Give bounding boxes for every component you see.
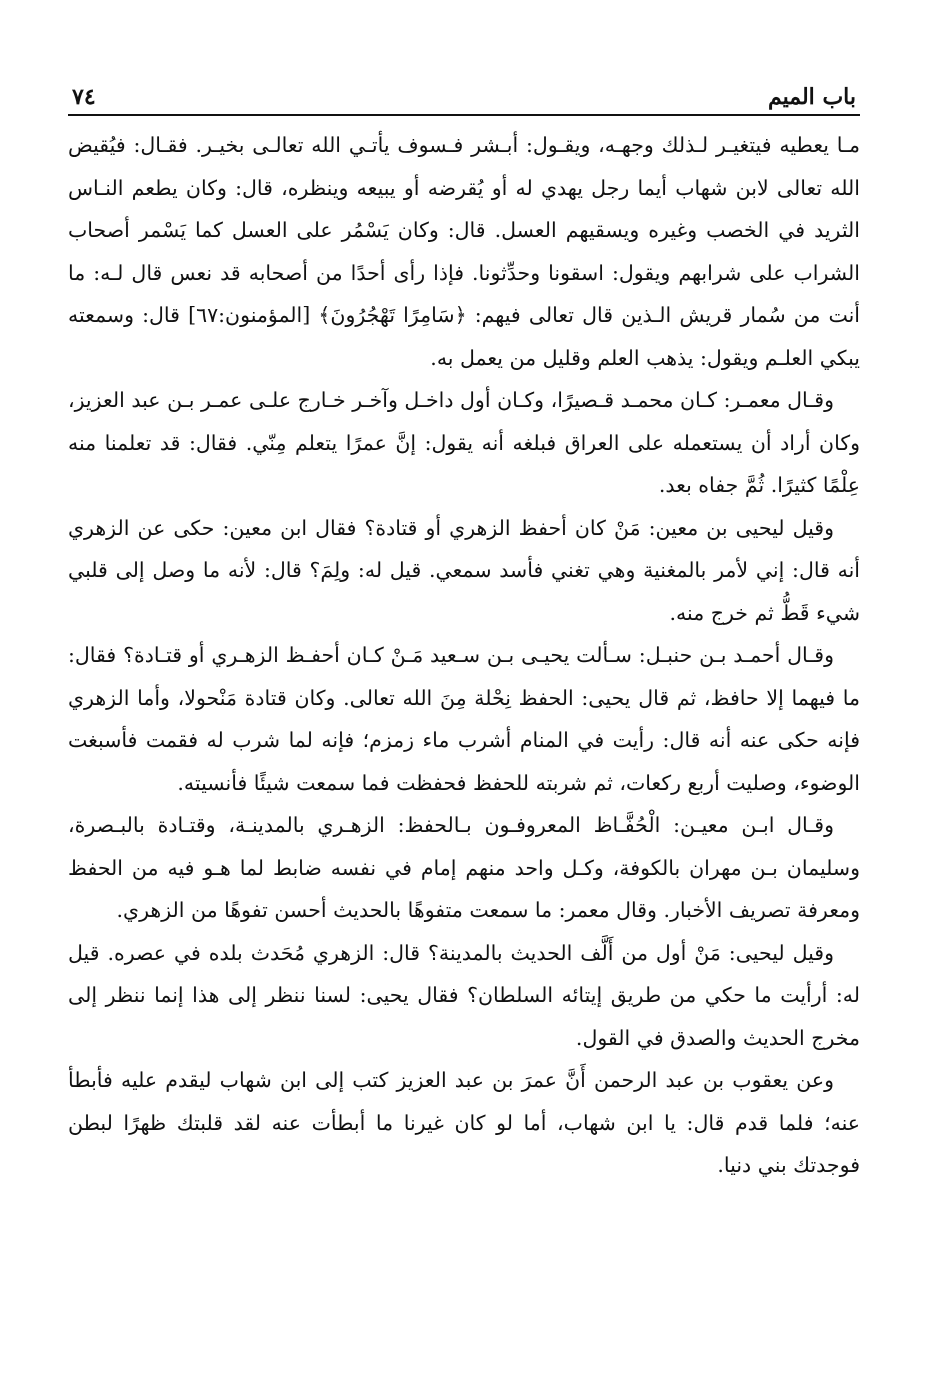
book-page <box>68 70 860 1335</box>
paragraph: وقيل ليحيى بن معين: مَنْ كان أحفظ الزهري أو قتادة؟ فقال ابن معين: حكى عن الزهري أنه قال: إني لأمر بالمغنية وهي تغني فأسد سمعي. قيل له: ولِمَ؟ قال: لأنه ما وصل إلى قلبي شيء قَطُّ ثم خرج منه. <box>68 515 860 625</box>
section-title: باب الميم <box>767 84 856 110</box>
page-number: ٧٤ <box>72 84 96 110</box>
paragraph: وقـال ابـن معيـن: الْحُفَّـاظ المعروفـون بـالحفظ: الزهـري بالمدينـة، وقتـادة بالبـصرة، وسليمان بـن مهران بالكوفة، وكـل واحد منهم إمام في نفسه ضابط لما هـو فيه من الحفظ ومعرفة تصريف الأخبار. وقال معمر: ما سمعت متفوهًا بالحديث أحسن تفوهًا من الزهري. <box>68 813 860 922</box>
paragraph: وعن يعقوب بن عبد الرحمن أَنَّ عمرَ بن عبد العزيز كتب إلى ابن شهاب ليقدم عليه فأبطأ عنه؛ فلما قدم قال: يا ابن شهاب، أما لو كان غيرنا ما أبطأت عنه لقد قلبتك ظهرًا لبطن فوجدتك بني دنيا. <box>68 1068 860 1177</box>
paragraph: مـا يعطيه فيتغيـر لـذلك وجهـه، ويقـول: أبـشر فـسوف يأتـي الله تعالـى بخيـر. فقـال: فيُقيض الله تعالى لابن شهاب أيما رجل يهدي له أو يُقرضه أو يبيعه وينظره، قال: وكان يطعم النـاس الثريد في الخصب وغيره ويسقيهم العسل. قال: وكان يَسْمُر على العسل كما يَسْمر أصحاب الشراب على شرابهم ويقول: اسقونا وحدِّثونا. فإذا رأى أحدًا من أصحابه قد نعس قال لـه: ما أنت من سُمار قريش الـذين قال تعالى فيهم: ﴿سَامِرًا تَهْجُرُونَ﴾ [المؤمنون:٦٧] قال: وسمعته يبكي العلـم ويقول: يذهب العلم وقليل من يعمل به. <box>68 133 860 370</box>
header-divider <box>68 114 860 116</box>
body-text <box>68 124 860 1187</box>
running-header <box>68 70 860 110</box>
paragraph: وقـال معمـر: كـان محمـد قـصيرًا، وكـان أول داخـل وآخـر خـارج علـى عمـر بـن عبد العزيز، وكان أراد أن يستعمله على العراق فبلغه أنه يقول: إنَّ عمرًا يتعلم مِنّي. فقال: قد تعلمنا منه عِلْمًا كثيرًا. ثُمَّ جفاه بعد. <box>68 388 860 497</box>
paragraph: وقيل ليحيى: مَنْ أول من أَلَّف الحديث بالمدينة؟ قال: الزهري مُحَدث بلده في عصره. قيل له: أرأيت ما حكي من طريق إيتائه السلطان؟ فقال يحيى: لسنا ننظر إلى هذا إنما ننظر إلى مخرج الحديث والصدق في القول. <box>68 940 860 1050</box>
paragraph: وقـال أحمـد بـن حنبـل: سـألت يحيـى بـن سـعيد مَـنْ كـان أحفـظ الزهـري أو قتـادة؟ فقال: ما فيهما إلا حافظ، ثم قال يحيى: الحفظ نِحْلة مِنَ الله تعالى. وكان قتادة مَنْحولا، وأما الزهري فإنه حكى عنه أنه قال: رأيت في المنام أشرب ماء زمزم؛ فإنه لما شرب له فقمت فأسبغت الوضوء، وصليت أربع ركعات، ثم شربته للحفظ فحفظت فما سمعت شيئًا فأنسيته. <box>68 643 860 795</box>
